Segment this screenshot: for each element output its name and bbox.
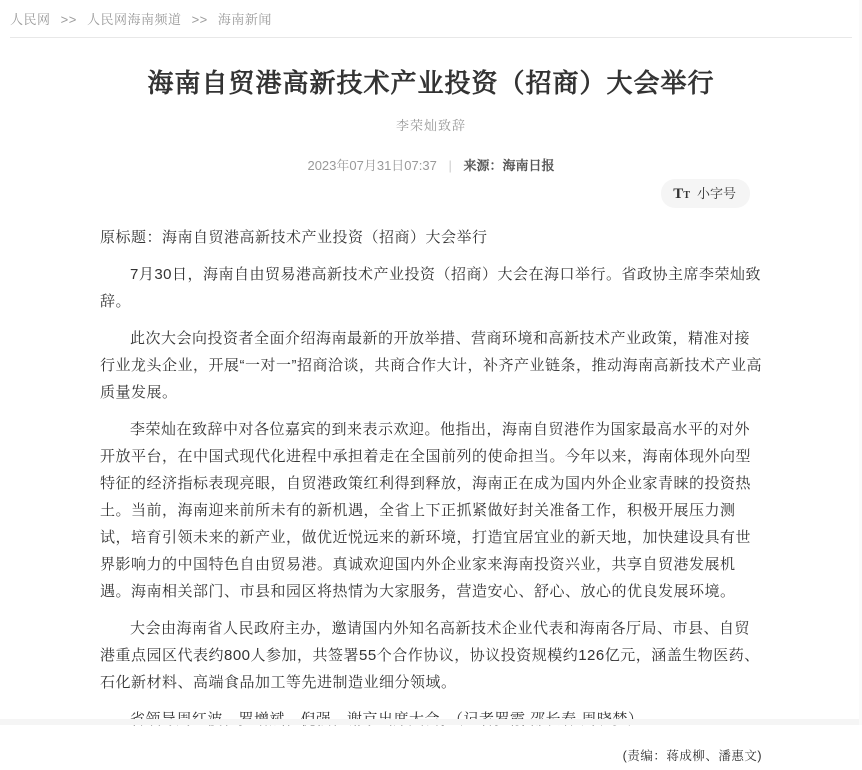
font-size-icon bbox=[673, 186, 690, 203]
breadcrumb-link-peoples-daily[interactable]: 人民网 bbox=[10, 12, 51, 27]
page-edge-bottom bbox=[0, 719, 862, 725]
article-paragraph: 7月30日，海南自由贸易港高新技术产业投资（招商）大会在海口举行。省政协主席李荣灿致辞。 bbox=[100, 266, 762, 310]
article-paragraph: 大会由海南省人民政府主办，邀请国内外知名高新技术企业代表和海南各厅局、市县、自贸港重点园区代表约800人参加，共签署55个合作协议，协议投资规模约126亿元，涵盖生物医药、石化新材料、高端食品加工等先进制造业细分领域。 bbox=[100, 620, 760, 691]
original-title-label: 原标题： bbox=[100, 229, 163, 246]
original-title-text: 海南自贸港高新技术产业投资（招商）大会举行 bbox=[162, 229, 488, 246]
publish-date: 2023年07月31日07:37 bbox=[307, 158, 437, 173]
breadcrumb-link-hainan-news[interactable]: 海南新闻 bbox=[217, 12, 272, 27]
breadcrumb-separator: >> bbox=[60, 12, 77, 27]
article-content bbox=[100, 66, 762, 770]
article-meta bbox=[100, 155, 762, 174]
meta-separator: | bbox=[448, 158, 452, 173]
article-body bbox=[100, 224, 762, 770]
source-label: 来源： bbox=[463, 158, 503, 173]
article-toolbar bbox=[100, 179, 762, 208]
source-link[interactable]: 海南日报 bbox=[502, 158, 555, 173]
font-size-icon-large-t: T bbox=[673, 186, 684, 202]
font-size-button[interactable] bbox=[661, 179, 750, 208]
header-divider bbox=[10, 37, 852, 38]
breadcrumb-separator: >> bbox=[191, 12, 208, 27]
breadcrumb-link-hainan-channel[interactable]: 人民网海南频道 bbox=[86, 12, 182, 27]
article-paragraph: 此次大会向投资者全面介绍海南最新的开放举措、营商环境和高新技术产业政策，精准对接行业龙头企业，开展“一对一”招商洽谈，共商合作大计，补齐产业链条，推动海南高新技术产业高质量发展。 bbox=[100, 330, 762, 401]
editor-credit: (责编：蒋成柳、潘惠文) bbox=[622, 749, 762, 763]
article-paragraph: 李荣灿在致辞中对各位嘉宾的到来表示欢迎。他指出，海南自贸港作为国家最高水平的对外开放平台，在中国式现代化进程中承担着走在全国前列的使命担当。今年以来，海南体现外向型特征的经济指标表现亮眼，自贸港政策红利得到释放，海南正在成为国内外企业家青睐的投资热土。当前，海南迎来前所未有的新机遇，全省上下正抓紧做好封关准备工作，积极开展压力测试，培育引领未来的新产业，做优近悦远来的新环境，打造宜居宜业的新天地，加快建设具有世界影响力的中国特色自由贸易港。真诚欢迎国内外企业家来海南投资兴业，共享自贸港发展机遇。海南相关部门、市县和园区将热情为大家服务，营造安心、舒心、放心的优良发展环境。 bbox=[100, 421, 752, 600]
font-size-button-label: 小字号 bbox=[696, 186, 736, 201]
font-size-icon-small-t: T bbox=[683, 190, 690, 201]
breadcrumb bbox=[0, 0, 862, 34]
article-subtitle: 李荣灿致辞 bbox=[395, 118, 466, 133]
article-title: 海南自贸港高新技术产业投资（招商）大会举行 bbox=[147, 68, 715, 98]
original-title-line bbox=[100, 224, 762, 251]
